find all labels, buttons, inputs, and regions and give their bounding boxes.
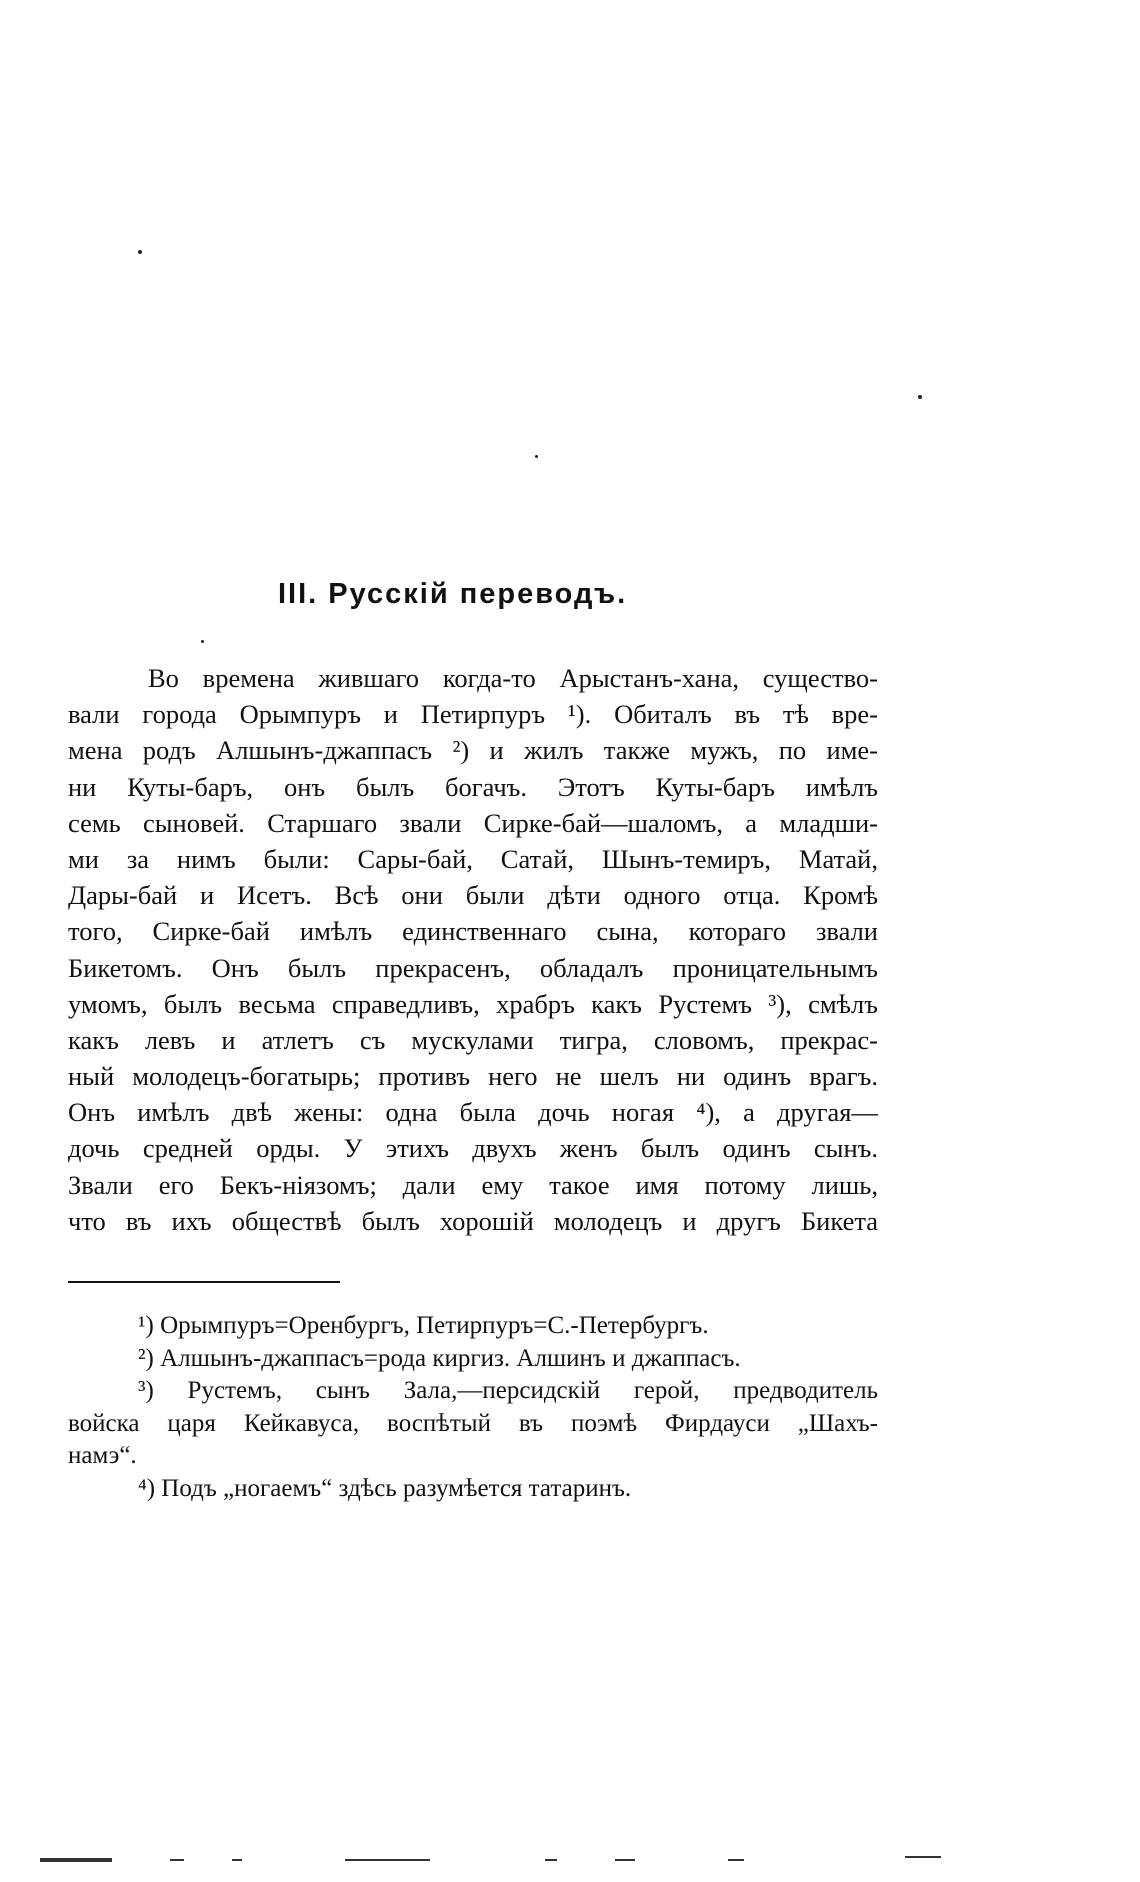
text-line: мена родъ Алшынъ-джаппасъ ²) и жилъ также мужъ, по име- — [68, 735, 878, 766]
text-line: ми за нимъ были: Сары-бай, Сатай, Шынъ-темиръ, Матай, — [68, 843, 878, 874]
scan-mark — [545, 1859, 557, 1861]
footnotes — [68, 1310, 878, 1505]
footnote-2: ²) Алшынъ-джаппасъ=рода киргиз. Алшинъ и джаппасъ. — [138, 1344, 741, 1372]
scan-speck — [201, 640, 204, 643]
footnote-3-end: намэ“. — [68, 1442, 137, 1469]
text-line: Во времена жившаго когда-то Арыстанъ-хана, существо- — [148, 663, 878, 693]
text-line: что въ ихъ обществѣ былъ хорошій молодецъ и другъ Бикета — [68, 1205, 878, 1236]
scan-mark — [170, 1859, 184, 1861]
text-line: Звали его Бекъ-ніязомъ; дали ему такое имя потому лишь, — [68, 1169, 878, 1200]
section-heading: III. Русскій переводъ. — [278, 578, 628, 610]
text-line: Дары-бай и Исетъ. Всѣ они были дѣти одного отца. Кромѣ — [68, 880, 878, 911]
text-line: ный молодецъ-богатырь; противъ него не шелъ ни одинъ врагъ. — [68, 1061, 878, 1092]
footnote-1: ¹) Орымпуръ=Оренбургъ, Петирпуръ=С.-Петербургъ. — [138, 1312, 709, 1339]
text-line: умомъ, былъ весьма справедливъ, храбръ какъ Рустемъ ³), смѣлъ — [68, 988, 878, 1019]
text-line: ни Куты-баръ, онъ былъ богачъ. Этотъ Куты-баръ имѣлъ — [68, 771, 878, 802]
text-line: семь сыновей. Старшаго звали Сирке-бай—шаломъ, а младши- — [68, 807, 878, 838]
text-line: того, Сирке-бай имѣлъ единственнаго сына, котораго звали — [68, 916, 878, 947]
scan-mark — [232, 1859, 242, 1861]
scan-mark — [728, 1859, 744, 1861]
footnote-separator — [68, 1281, 340, 1283]
scan-mark — [615, 1859, 635, 1861]
footnote-3-continued: войска царя Кейкавуса, воспѣтый въ поэмѣ Фирдауси „Шахъ- — [68, 1409, 878, 1437]
text-line: дочь средней орды. У этихъ двухъ женъ былъ одинъ сынъ. — [68, 1133, 878, 1164]
text-line: Бикетомъ. Онъ былъ прекрасенъ, обладалъ проницательнымъ — [68, 952, 878, 983]
text-line: Онъ имѣлъ двѣ жены: одна была дочь ногая ⁴), а другая— — [68, 1097, 878, 1128]
scan-bottom-marks — [0, 1855, 1140, 1867]
scan-mark — [40, 1858, 112, 1862]
text-line: какъ левъ и атлетъ съ мускулами тигра, словомъ, прекрас- — [68, 1024, 878, 1055]
footnote-4: ⁴) Подъ „ногаемъ“ здѣсь разумѣется татаринъ. — [138, 1474, 632, 1502]
text-line: вали города Орымпуръ и Петирпуръ ¹). Обиталъ въ тѣ вре- — [68, 699, 878, 730]
scan-speck — [918, 395, 922, 399]
scan-speck — [535, 455, 538, 458]
footnote-3: ³) Рустемъ, сынъ Зала,—персидскій герой, предводитель — [138, 1377, 878, 1404]
scan-mark — [905, 1856, 941, 1858]
scan-mark — [345, 1859, 430, 1861]
body-paragraph — [68, 660, 878, 1239]
scan-speck — [138, 250, 142, 254]
